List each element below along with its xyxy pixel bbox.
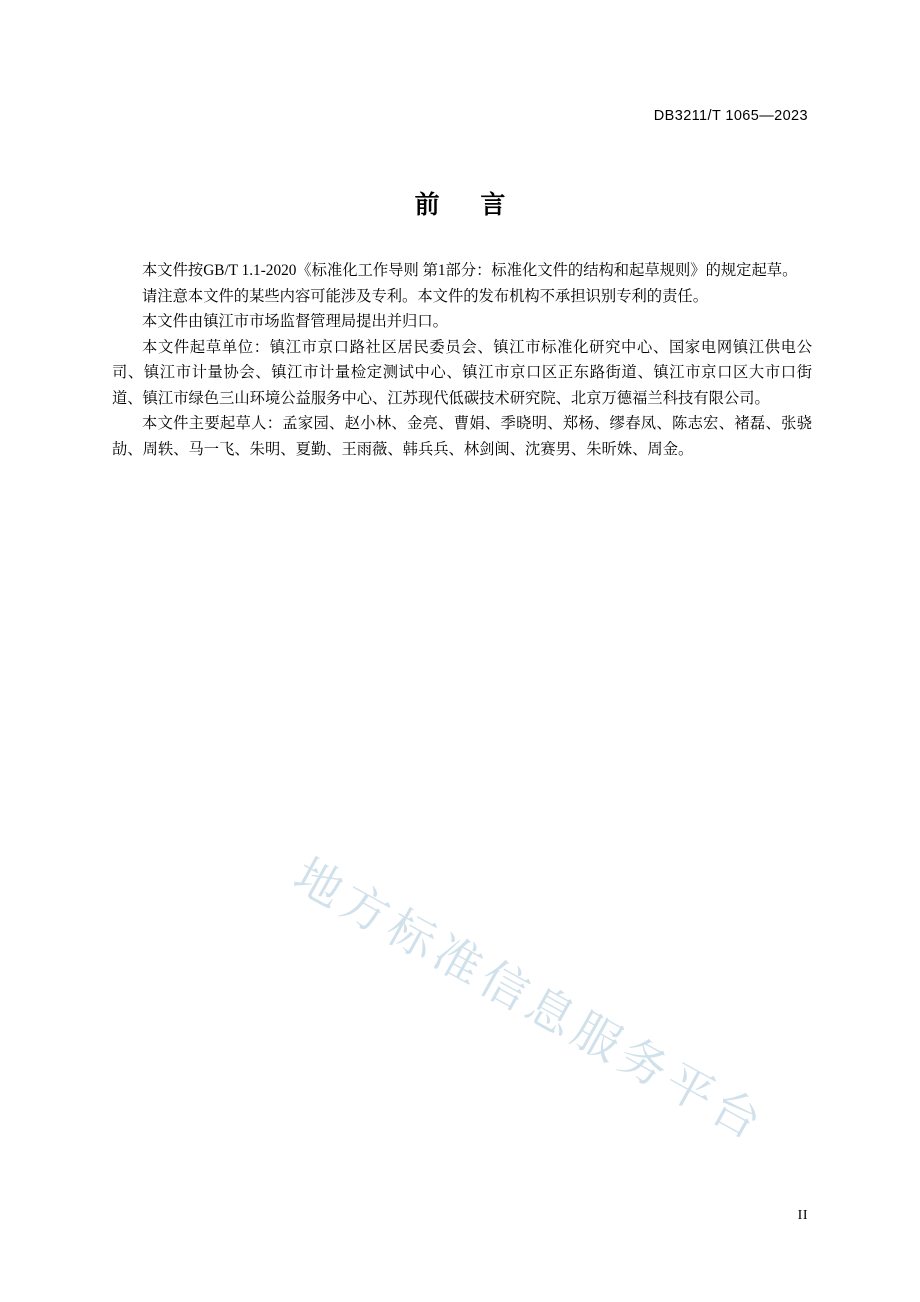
foreword-body xyxy=(112,258,812,462)
paragraph: 本文件主要起草人：孟家园、赵小林、金亮、曹娟、季晓明、郑杨、缪春凤、陈志宏、褚磊、张骁劼、周轶、马一飞、朱明、夏勤、王雨薇、韩兵兵、林剑闽、沈赛男、朱昕姝、周金。 xyxy=(112,415,812,458)
watermark-text: 地方标准信息服务平台 xyxy=(284,847,775,1153)
standard-number-header: DB3211/T 1065—2023 xyxy=(653,108,808,124)
paragraph: 本文件起草单位：镇江市京口路社区居民委员会、镇江市标准化研究中心、国家电网镇江供电公司、镇江市计量协会、镇江市计量检定测试中心、镇江市京口区正东路街道、镇江市京口区大市口街道、镇江市绿色三山环境公益服务中心、江苏现代低碳技术研究院、北京万德福兰科技有限公司。 xyxy=(112,338,812,407)
paragraph: 本文件由镇江市市场监督管理局提出并归口。 xyxy=(142,313,448,330)
paragraph: 本文件按GB/T 1.1-2020《标准化工作导则 第1部分：标准化文件的结构和起草规则》的规定起草。 xyxy=(142,262,798,279)
paragraph: 请注意本文件的某些内容可能涉及专利。本文件的发布机构不承担识别专利的责任。 xyxy=(142,287,708,305)
watermark xyxy=(284,745,775,1153)
page-title: 前 言 xyxy=(414,190,522,219)
page-number: II xyxy=(797,1208,808,1223)
